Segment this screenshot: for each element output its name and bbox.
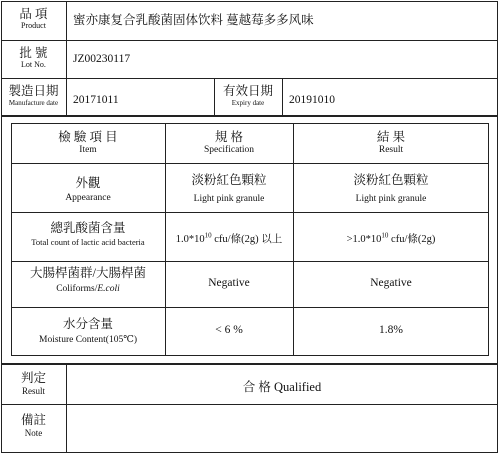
row-lab-item (11, 221, 165, 249)
row-appearance-result-en: Light pink granule (355, 194, 427, 204)
row-appearance-result-zh: 淡粉紅色顆粒 (353, 173, 429, 187)
row-appearance-spec-zh: 淡粉紅色顆粒 (191, 173, 267, 187)
row-coliforms-item-zh: 大腸桿菌群/大腸桿菌 (30, 266, 146, 280)
judge-label-zh: 判定 (20, 371, 46, 385)
col-header-item (11, 130, 165, 156)
note-label-en: Note (24, 428, 43, 438)
row-appearance-item (11, 176, 165, 206)
lot-value: JZ00230117 (73, 53, 131, 65)
row-moisture-result: 1.8% (379, 324, 403, 336)
note-label (1, 413, 66, 440)
exp-value: 20191010 (289, 94, 335, 106)
product-label-en: Product (21, 21, 46, 30)
mfg-label-en: Manufacture date (8, 99, 59, 107)
row-moisture-item (11, 317, 165, 349)
row-appearance-item-en: Appearance (65, 193, 111, 203)
row-coliforms-spec: Negative (208, 277, 250, 289)
exp-label-en: Expiry date (231, 99, 265, 107)
lot-label-en: Lot No. (21, 60, 46, 69)
product-value: 蜜亦康复合乳酸菌固体饮料 蔓越莓多多风味 (73, 13, 314, 27)
judge-label-en: Result (21, 386, 45, 396)
product-label (1, 7, 66, 31)
mfg-value: 20171011 (73, 94, 119, 106)
col-header-spec (165, 130, 293, 156)
row-lab-spec-unit: cfu/條(2g) 以上 (211, 234, 283, 245)
row-lab-result-exp: 10 (381, 231, 389, 240)
row-lab-result-unit: cfu/條(2g) (388, 234, 436, 245)
col-header-result-en: Result (378, 145, 404, 155)
row-moisture-item-zh: 水分含量 (62, 317, 113, 331)
exp-label-zh: 有效日期 (222, 84, 273, 98)
row-coliforms-item (11, 266, 165, 298)
row-lab-result (293, 231, 489, 246)
col-header-spec-en: Specification (203, 145, 255, 155)
row-lab-spec-exp: 10 (204, 231, 212, 240)
row-lab-item-zh: 總乳酸菌含量 (50, 221, 126, 235)
row-moisture-spec: < 6 % (215, 324, 243, 336)
row-lab-spec (165, 231, 293, 246)
row-appearance-spec (165, 173, 293, 207)
judge-value: 合 格 Qualified (242, 380, 322, 394)
row-coliforms-result: Negative (370, 277, 412, 289)
exp-label (214, 84, 282, 108)
row-coliforms-item-en-a: Coliforms/ (56, 284, 98, 294)
row-appearance-spec-en: Light pink granule (193, 194, 265, 204)
col-header-spec-zh: 規 格 (214, 130, 244, 144)
col-header-result (293, 130, 489, 156)
col-header-result-zh: 結 果 (376, 130, 406, 144)
lot-label (1, 46, 66, 70)
row-coliforms-item-en-b: E.coli (97, 284, 120, 294)
note-label-zh: 備註 (20, 413, 46, 427)
lot-label-zh: 批 號 (19, 46, 48, 60)
row-appearance-item-zh: 外觀 (75, 176, 101, 190)
mfg-label (1, 84, 66, 108)
row-appearance-result (293, 173, 489, 207)
row-moisture-item-en: Moisture Content(105℃) (39, 335, 137, 345)
col-header-item-zh: 檢 驗 項 目 (58, 130, 118, 144)
row-lab-spec-base: 1.0*10 (175, 234, 205, 245)
mfg-label-zh: 製造日期 (8, 84, 59, 98)
row-coliforms-item-en (11, 280, 165, 298)
row-lab-result-base: >1.0*10 (346, 234, 382, 245)
product-label-zh: 品 項 (19, 7, 48, 21)
col-header-item-en: Item (79, 145, 97, 155)
row-lab-item-en: Total count of lactic acid bacteria (31, 237, 145, 247)
judge-label (1, 371, 66, 398)
